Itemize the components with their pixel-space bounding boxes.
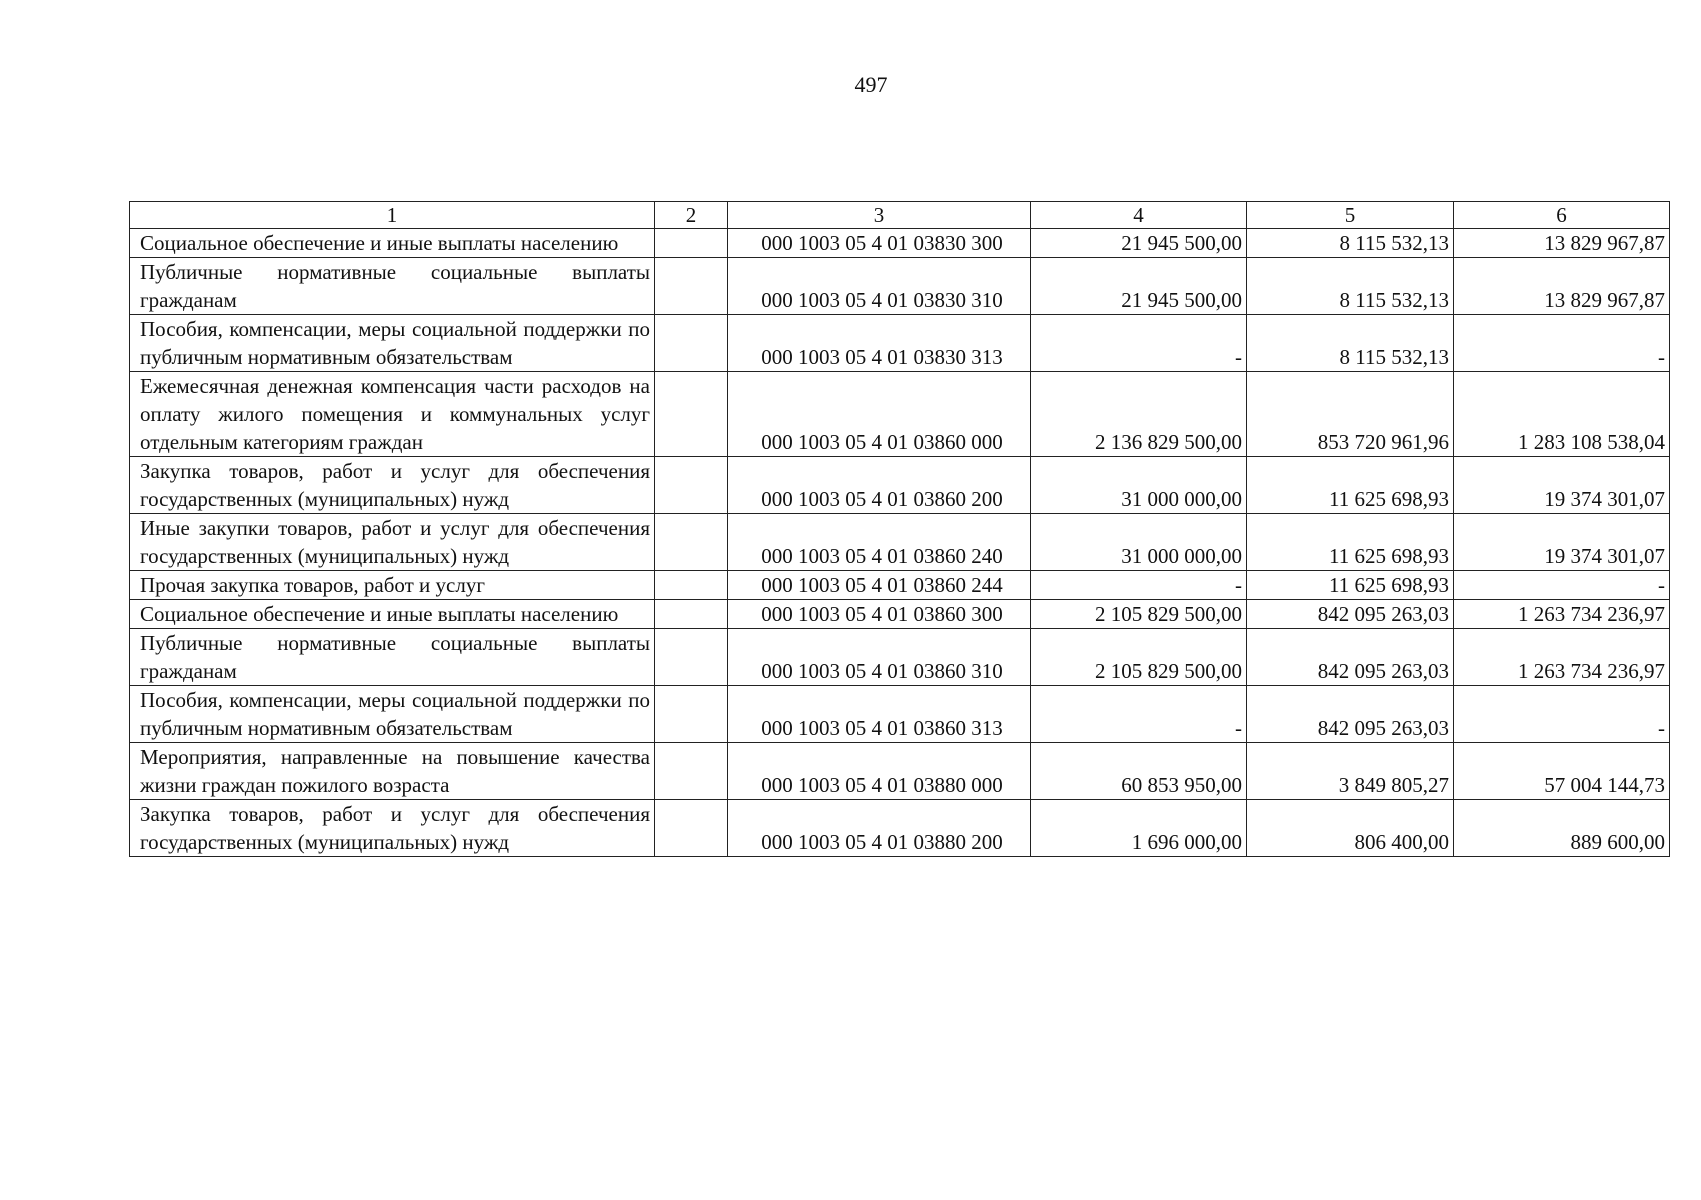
row-budget-code-cell: 000 1003 05 4 01 03860 244	[728, 571, 1031, 600]
row-executed-amount-cell: 806 400,00	[1247, 800, 1454, 857]
row-remaining-amount-cell: 13 829 967,87	[1454, 229, 1670, 258]
row-approved-amount-cell: 21 945 500,00	[1031, 258, 1247, 315]
row-approved-amount-cell: 21 945 500,00	[1031, 229, 1247, 258]
table-body	[130, 229, 1670, 857]
row-line-code-cell	[655, 514, 728, 571]
row-approved-amount-cell: 60 853 950,00	[1031, 743, 1247, 800]
row-name-cell: Пособия, компенсации, меры социальной поддержки по публичным нормативным обязательствам	[130, 686, 655, 743]
table-row	[130, 258, 1670, 315]
row-remaining-amount-cell: 19 374 301,07	[1454, 514, 1670, 571]
table-row	[130, 800, 1670, 857]
row-remaining-amount-cell: 13 829 967,87	[1454, 258, 1670, 315]
row-approved-amount-cell: 2 105 829 500,00	[1031, 629, 1247, 686]
row-budget-code-cell: 000 1003 05 4 01 03860 240	[728, 514, 1031, 571]
row-budget-code-cell: 000 1003 05 4 01 03880 000	[728, 743, 1031, 800]
row-name-cell: Ежемесячная денежная компенсация части расходов на оплату жилого помещения и коммунальных услуг отдельным категориям граждан	[130, 372, 655, 457]
page-number: 497	[854, 72, 888, 97]
row-remaining-amount-cell: -	[1454, 686, 1670, 743]
row-executed-amount-cell: 11 625 698,93	[1247, 457, 1454, 514]
budget-table	[129, 201, 1670, 857]
row-budget-code-cell: 000 1003 05 4 01 03860 313	[728, 686, 1031, 743]
row-executed-amount-cell: 842 095 263,03	[1247, 686, 1454, 743]
row-name-cell: Пособия, компенсации, меры социальной поддержки по публичным нормативным обязательствам	[130, 315, 655, 372]
table-row	[130, 457, 1670, 514]
row-executed-amount-cell: 853 720 961,96	[1247, 372, 1454, 457]
row-executed-amount-cell: 842 095 263,03	[1247, 629, 1454, 686]
column-header-5: 5	[1247, 202, 1454, 229]
column-header-1: 1	[130, 202, 655, 229]
row-name-cell: Публичные нормативные социальные выплаты гражданам	[130, 258, 655, 315]
row-name-cell: Иные закупки товаров, работ и услуг для обеспечения государственных (муниципальных) нужд	[130, 514, 655, 571]
row-budget-code-cell: 000 1003 05 4 01 03860 310	[728, 629, 1031, 686]
row-executed-amount-cell: 8 115 532,13	[1247, 315, 1454, 372]
row-remaining-amount-cell: 1 263 734 236,97	[1454, 600, 1670, 629]
row-executed-amount-cell: 8 115 532,13	[1247, 258, 1454, 315]
row-approved-amount-cell: 2 136 829 500,00	[1031, 372, 1247, 457]
row-line-code-cell	[655, 258, 728, 315]
row-executed-amount-cell: 11 625 698,93	[1247, 514, 1454, 571]
row-approved-amount-cell: -	[1031, 315, 1247, 372]
row-name-cell: Социальное обеспечение и иные выплаты населению	[130, 229, 655, 258]
row-line-code-cell	[655, 686, 728, 743]
row-approved-amount-cell: 1 696 000,00	[1031, 800, 1247, 857]
row-line-code-cell	[655, 229, 728, 258]
row-executed-amount-cell: 842 095 263,03	[1247, 600, 1454, 629]
row-executed-amount-cell: 3 849 805,27	[1247, 743, 1454, 800]
row-name-cell: Закупка товаров, работ и услуг для обеспечения государственных (муниципальных) нужд	[130, 457, 655, 514]
table-row	[130, 571, 1670, 600]
table-row	[130, 514, 1670, 571]
row-name-cell: Мероприятия, направленные на повышение качества жизни граждан пожилого возраста	[130, 743, 655, 800]
row-remaining-amount-cell: -	[1454, 315, 1670, 372]
row-budget-code-cell: 000 1003 05 4 01 03860 200	[728, 457, 1031, 514]
row-budget-code-cell: 000 1003 05 4 01 03860 300	[728, 600, 1031, 629]
row-remaining-amount-cell: 1 283 108 538,04	[1454, 372, 1670, 457]
row-name-cell: Социальное обеспечение и иные выплаты населению	[130, 600, 655, 629]
row-executed-amount-cell: 8 115 532,13	[1247, 229, 1454, 258]
row-budget-code-cell: 000 1003 05 4 01 03880 200	[728, 800, 1031, 857]
row-line-code-cell	[655, 629, 728, 686]
row-line-code-cell	[655, 600, 728, 629]
row-remaining-amount-cell: 1 263 734 236,97	[1454, 629, 1670, 686]
row-remaining-amount-cell: 19 374 301,07	[1454, 457, 1670, 514]
row-name-cell: Закупка товаров, работ и услуг для обеспечения государственных (муниципальных) нужд	[130, 800, 655, 857]
row-budget-code-cell: 000 1003 05 4 01 03860 000	[728, 372, 1031, 457]
column-header-6: 6	[1454, 202, 1670, 229]
row-line-code-cell	[655, 315, 728, 372]
row-name-cell: Публичные нормативные социальные выплаты гражданам	[130, 629, 655, 686]
row-approved-amount-cell: 2 105 829 500,00	[1031, 600, 1247, 629]
table-row	[130, 743, 1670, 800]
row-remaining-amount-cell: 889 600,00	[1454, 800, 1670, 857]
column-header-2: 2	[655, 202, 728, 229]
table-row	[130, 229, 1670, 258]
table-row	[130, 686, 1670, 743]
table-row	[130, 315, 1670, 372]
column-header-4: 4	[1031, 202, 1247, 229]
row-remaining-amount-cell: 57 004 144,73	[1454, 743, 1670, 800]
row-remaining-amount-cell: -	[1454, 571, 1670, 600]
row-line-code-cell	[655, 743, 728, 800]
row-line-code-cell	[655, 800, 728, 857]
row-line-code-cell	[655, 457, 728, 514]
row-line-code-cell	[655, 571, 728, 600]
row-line-code-cell	[655, 372, 728, 457]
row-budget-code-cell: 000 1003 05 4 01 03830 310	[728, 258, 1031, 315]
row-approved-amount-cell: 31 000 000,00	[1031, 514, 1247, 571]
row-name-cell: Прочая закупка товаров, работ и услуг	[130, 571, 655, 600]
row-executed-amount-cell: 11 625 698,93	[1247, 571, 1454, 600]
row-budget-code-cell: 000 1003 05 4 01 03830 300	[728, 229, 1031, 258]
row-budget-code-cell: 000 1003 05 4 01 03830 313	[728, 315, 1031, 372]
table-row	[130, 600, 1670, 629]
row-approved-amount-cell: -	[1031, 686, 1247, 743]
row-approved-amount-cell: 31 000 000,00	[1031, 457, 1247, 514]
column-header-3: 3	[728, 202, 1031, 229]
table-row	[130, 372, 1670, 457]
header-row	[130, 202, 1670, 229]
table-row	[130, 629, 1670, 686]
row-approved-amount-cell: -	[1031, 571, 1247, 600]
